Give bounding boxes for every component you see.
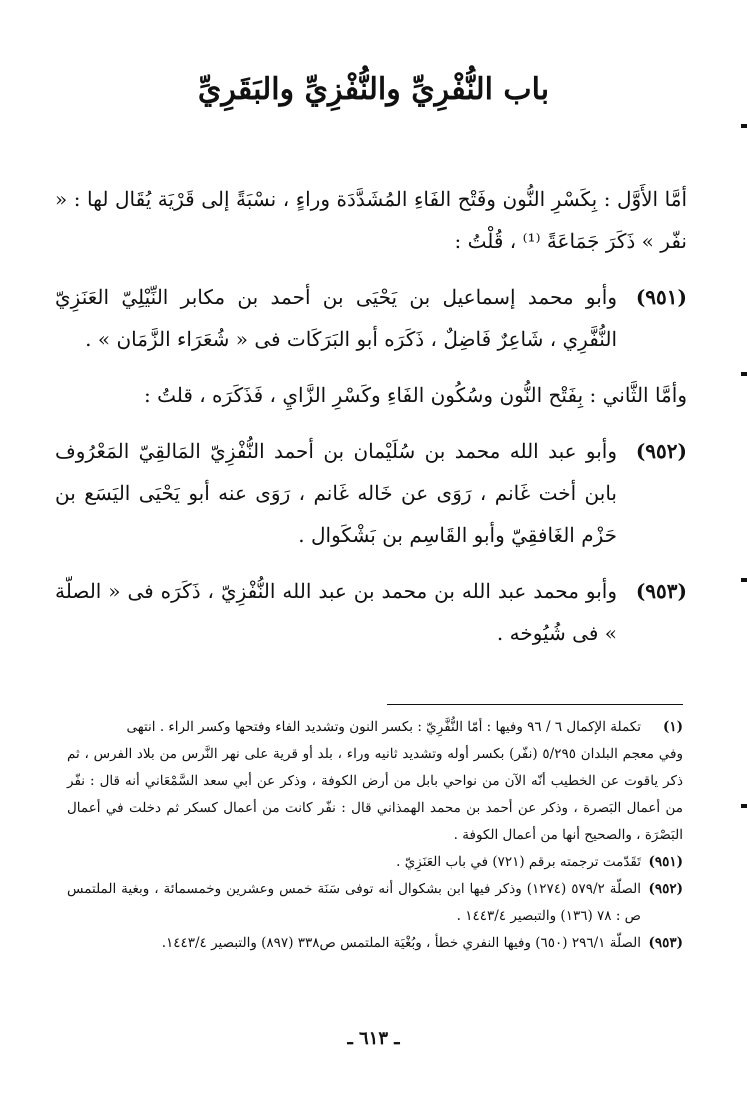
footnote-number: (٩٥٢) (648, 881, 683, 897)
scan-edge-mark (741, 124, 747, 128)
scan-edge-mark (741, 372, 747, 376)
scan-edge-mark (741, 804, 747, 808)
footnote-number: (١) (662, 719, 683, 735)
footnote-text: تكملة الإكمال ٦ / ٩٦ وفيها : أمّا النُّفَّرِيّ : بكسر النون وتشديد الفاء وفتحها وكسر الراء . انتهى (126, 719, 641, 735)
footnote-number: (٩٥٣) (648, 935, 683, 951)
entry-953 (55, 570, 687, 654)
main-text (55, 178, 687, 654)
footnotes (67, 714, 683, 957)
scan-edge-mark (741, 578, 747, 582)
entry-number: (٩٥٢) (635, 439, 687, 463)
entry-951 (55, 276, 687, 360)
footnote-text: الصلّة ٥٧٩/٢ (١٢٧٤) وذكر فيها ابن بشكوال أنه توفى سَنَة خمس وعشرين وخمسمائة ، وبغية الملتمس ص : ٧٨ (١٣٦) والتبصير ١٤٤٣/٤ . (67, 881, 641, 924)
entry-952 (55, 430, 687, 556)
entry-number: (٩٥٣) (635, 579, 687, 603)
footnote-1 (67, 714, 683, 741)
footnote-953 (67, 930, 683, 957)
footnote-952 (67, 876, 683, 930)
chapter-title: باب النُّفْرِيِّ والنُّفْزِيِّ والبَقَرِيِّ (197, 72, 550, 107)
page-number: ـ ٦١٣ ـ (347, 1028, 400, 1049)
entry-number: (٩٥١) (635, 285, 687, 309)
footnote-number: (٩٥١) (648, 854, 683, 870)
entry-text: وأبو محمد إسماعيل بن يَحْيَى بن أحمد بن مكابر النِّيْلِيّ العَنَزِيّ النُّفَّرِي ، شَاعِرٌ فَاضِلٌ ، ذَكَرَه أبو البَرَكَات فى « شُعَرَاء الزَّمَان » . (55, 285, 617, 351)
entry-text: وأبو محمد عبد الله بن محمد بن عبد الله النُّفْزِيّ ، ذَكَرَه فى « الصلّة » فى شُيُوخه . (55, 579, 617, 645)
footnote-951 (67, 849, 683, 876)
footnote-text-continued: وفي معجم البلدان ٥/٢٩٥ (نفّر) بكسر أوله وتشديد ثانيه وراء ، بلد أو قرية على نهر النَّرس من بلاد الفرس ، ثم ذكر ياقوت عن الخطيب أنّه الآن من نواحي بابل من أرض الكوفة ، وذكر عن أبي سعد السَّمْعَاني أنه قال : نفّر من أعمال البَصرة ، وذكر عن أحمد بن محمد الهمذاني قال : نفّر كانت من أعمال كسكر ثم دخلت في أعمال البَصْرَة ، والصحيح أنها من أعمال الكوفة . (67, 746, 683, 843)
entry-text: وأبو عبد الله محمد بن سُلَيْمان بن أحمد النُّفْزِيّ المَالقِيّ المَعْرُوف بابن أخت غَانم ، رَوَى عن خَاله غَانم ، رَوَى عنه أبو يَحْيَى اليَسَع بن حَزْم الغَافقِيّ وأبو القَاسِم بن بَشْكَوال . (55, 439, 617, 547)
footnote-text: الصلّة ٢٩٦/١ (٦٥٠) وفيها النفري خطأ ، وبُغْيَة الملتمس ص٣٣٨ (٨٩٧) والتبصير ١٤٤٣/٤. (161, 935, 641, 951)
second-heading: وأمَّا الثَّاني : بِفَتْح النُّون وسُكُون الفَاءِ وكَسْرِ الزَّايِ ، فَذَكَرَه ، قلتُ : (143, 383, 687, 407)
intro-paragraph: أمَّا الأَوَّل : بِكَسْرِ النُّون وفَتْح الفَاءِ المُشَدَّدَة وراءٍ ، نسْبَةً إلى قَرْيَة يُقَال لها : « نفّر » ذَكَرَ جَمَاعَةً ⁽¹⁾ ، قُلْتُ : (55, 187, 687, 253)
footnote-separator (387, 704, 683, 705)
footnote-text: تَقَدّمت ترجمته برقم (٧٢١) في باب العَنَزِيّ . (396, 854, 641, 870)
